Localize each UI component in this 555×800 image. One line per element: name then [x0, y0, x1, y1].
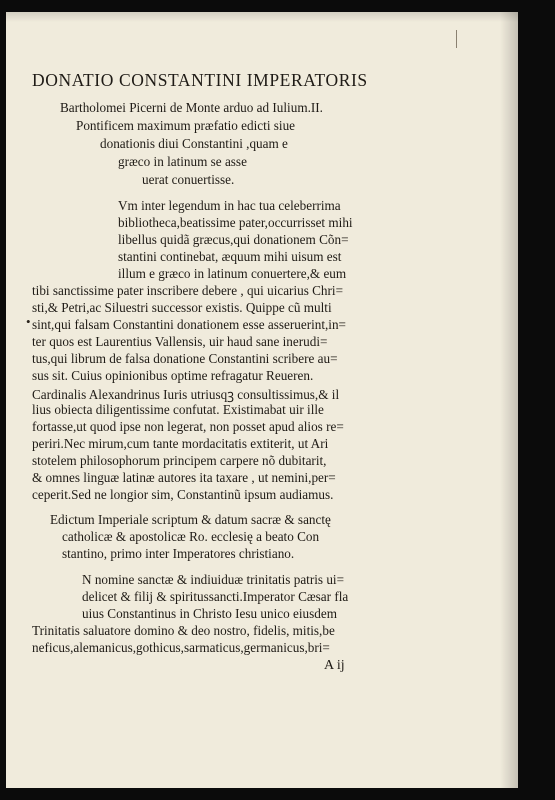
intro-line: donationis diui Constantini ,quam e	[100, 136, 288, 151]
intro-line: Pontificem maximum præfatio edicti siue	[76, 118, 296, 133]
preface-line: ceperit.Sed ne longior sim, Constantinũ ipsum audiamus.	[32, 487, 334, 502]
preface-line: sint,qui falsam Constantini donationem esse asseruerint,in=	[32, 317, 346, 332]
edict-line: uius Constantinus in Christo Iesu unico eiusdem	[82, 606, 337, 621]
page-top-shadow	[6, 12, 518, 22]
preface-line: stantini continebat, æquum mihi uisum est	[118, 249, 342, 264]
preface-line: bibliotheca,beatissime pater,occurrisset mihi	[118, 215, 353, 230]
edict-heading-line: Edictum Imperiale scriptum & datum sacræ & sanctę	[50, 512, 331, 527]
page-gutter-shadow	[500, 12, 518, 788]
edict-line: neficus,alemanicus,gothicus,sarmaticus,germanicus,bri=	[32, 640, 330, 655]
preface-line: periri.Nec mirum,cum tante mordacitatis extiterit, ut Ari	[32, 436, 329, 451]
edict-line: delicet & filij & spiritussancti.Imperator Cæsar fla	[82, 589, 349, 604]
margin-mark: •	[26, 314, 31, 329]
intro-line: græco in latinum se asse	[118, 154, 247, 169]
preface-line: illum e græco in latinum conuertere,& eum	[118, 266, 347, 281]
edict-heading-line: catholicæ & apostolicæ Ro. ecclesię a beato Con	[62, 529, 320, 544]
preface-line: sus sit. Cuius opinionibus optime refragatur Reueren.	[32, 368, 314, 383]
preface-line: tibi sanctissime pater inscribere debere , qui uicarius Chri=	[32, 283, 344, 298]
page-corner-mark	[456, 30, 457, 48]
preface-line: Vm inter legendum in hac tua celeberrima	[118, 198, 341, 213]
edict-heading-line: stantino, primo inter Imperatores christiano.	[62, 546, 295, 561]
preface-line: fortasse,ut quod ipse non legerat, non posset apud alios re=	[32, 419, 344, 434]
intro-line: uerat conuertisse.	[142, 172, 235, 187]
page-title: DONATIO CONSTANTINI IMPERATORIS	[32, 70, 368, 90]
edict-line: Trinitatis saluatore domino & deo nostro, fidelis, mitis,be	[32, 623, 335, 638]
signature-mark: A ij	[324, 658, 345, 673]
preface-line: sti,& Petri,ac Siluestri successor existis. Quippe cũ multi	[32, 300, 332, 315]
book-page	[6, 12, 518, 788]
edict-line: N nomine sanctæ & indiuiduæ trinitatis patris ui=	[82, 572, 345, 587]
preface-line: Cardinalis Alexandrinus Iuris utriusqꝫ consultissimus,& il	[32, 387, 340, 402]
preface-line: libellus quidã græcus,qui donationem Cõn=	[118, 232, 349, 247]
preface-line: tus,qui librum de falsa donatione Constantini scribere au=	[32, 351, 338, 366]
preface-line: & omnes linguæ latinæ autores ita taxare , ut nemini,per=	[32, 470, 336, 485]
preface-line: stotelem philosophorum principem carpere nõ dubitarit,	[32, 453, 327, 468]
intro-line: Bartholomei Picerni de Monte arduo ad Iulium.II.	[60, 100, 323, 115]
preface-line: ter quos est Laurentius Vallensis, uir haud sane inerudi=	[32, 334, 328, 349]
preface-line: lius obiecta diligentissime confutat. Existimabat uir ille	[32, 402, 324, 417]
